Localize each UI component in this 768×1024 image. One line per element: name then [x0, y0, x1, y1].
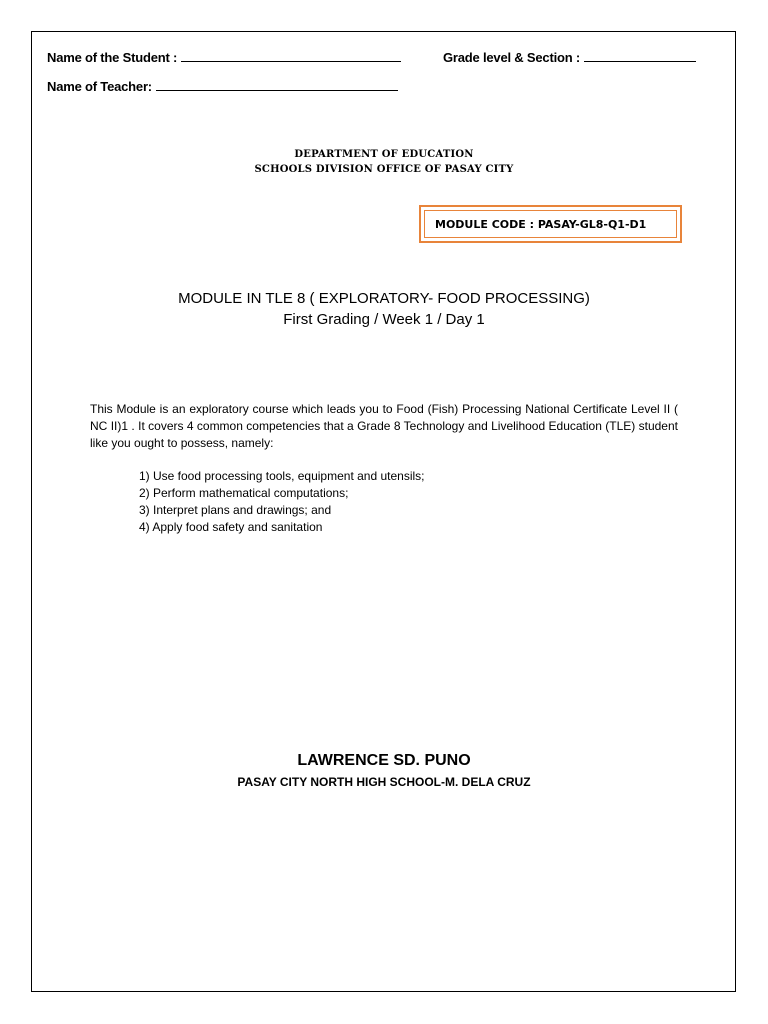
teacher-name-blank[interactable] [156, 78, 398, 91]
grade-section-blank[interactable] [584, 49, 696, 62]
module-title: MODULE IN TLE 8 ( EXPLORATORY- FOOD PROCESSING) [178, 290, 590, 307]
list-item: 3) Interpret plans and drawings; and [139, 503, 332, 517]
student-name-blank[interactable] [181, 49, 401, 62]
grade-section-label: Grade level & Section : [443, 50, 581, 65]
competency-list [139, 468, 425, 536]
grade-section-field [443, 49, 696, 65]
module-code-text: MODULE CODE : PASAY-GL8-Q1-D1 [424, 210, 677, 238]
author-school: PASAY CITY NORTH HIGH SCHOOL-M. DELA CRUZ [237, 775, 531, 789]
student-name-field [47, 49, 401, 65]
intro-paragraph: This Module is an exploratory course which leads you to Food (Fish) Processing National Certificate Level II ( NC II)1 . It covers 4 common competencies that a Grade 8 Technology and Livelihood Education (TLE) student like you ought to possess, namely: [90, 402, 678, 450]
module-code-box [419, 205, 682, 243]
list-item: 1) Use food processing tools, equipment and utensils; [139, 469, 425, 483]
author-name: LAWRENCE SD. PUNO [297, 752, 471, 769]
student-name-label: Name of the Student : [47, 50, 178, 65]
teacher-name-label: Name of Teacher: [47, 79, 152, 94]
module-subtitle: First Grading / Week 1 / Day 1 [283, 311, 485, 328]
list-item: 2) Perform mathematical computations; [139, 486, 349, 500]
division-office: SCHOOLS DIVISION OFFICE OF PASAY CITY [254, 164, 514, 175]
list-item: 4) Apply food safety and sanitation [139, 520, 323, 534]
department-title: DEPARTMENT OF EDUCATION [294, 149, 474, 160]
teacher-name-field [47, 78, 398, 94]
